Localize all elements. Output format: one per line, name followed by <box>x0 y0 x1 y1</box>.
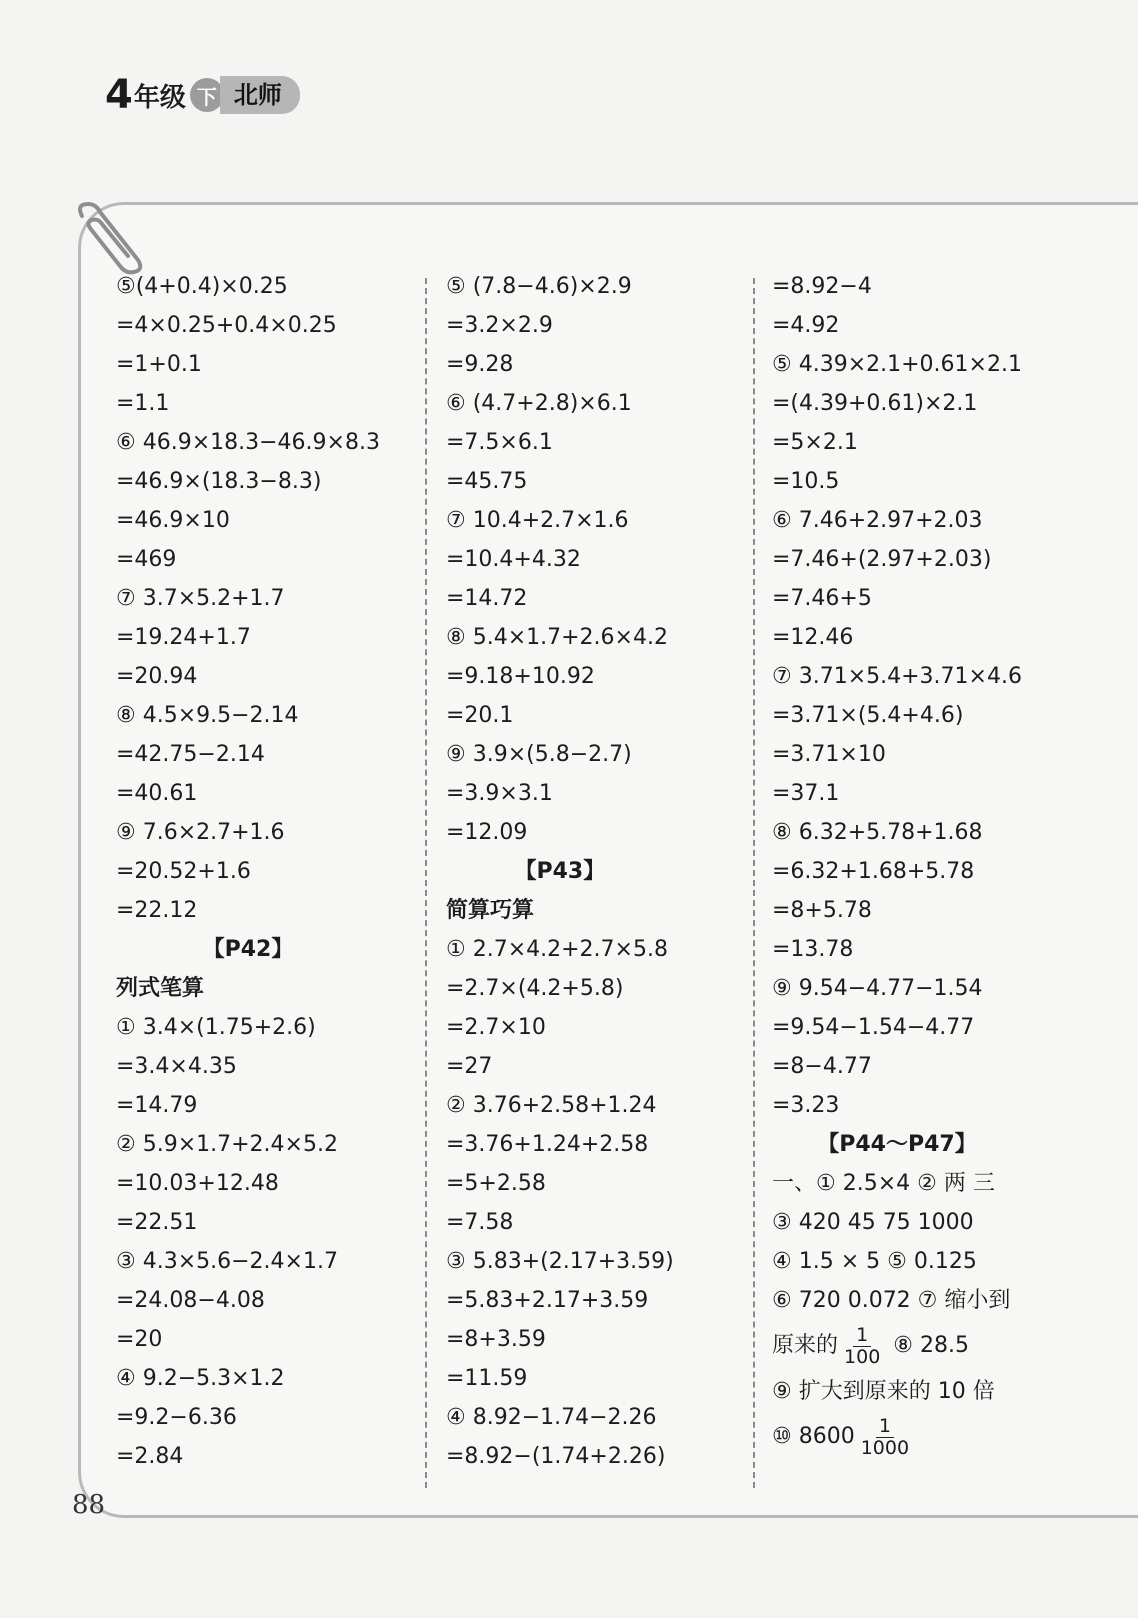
edition-label: 北师 <box>220 76 300 114</box>
answer-line: =5×2.1 <box>772 430 858 455</box>
answer-line: =2.7×(4.2+5.8) <box>446 976 624 1001</box>
answer-line: =14.79 <box>116 1093 198 1118</box>
answer-line: ③ 420 45 75 1000 <box>772 1210 974 1235</box>
answer-line: =11.59 <box>446 1366 528 1391</box>
answer-line: ⑧ 4.5×9.5−2.14 <box>116 703 299 728</box>
section-subtitle: 简算巧算 <box>446 898 535 923</box>
answer-line: =20 <box>116 1327 163 1352</box>
answer-line: =27 <box>446 1054 493 1079</box>
answer-line: =14.72 <box>446 586 528 611</box>
answer-line: ④ 8.92−1.74−2.26 <box>446 1405 657 1430</box>
answer-column-3 <box>772 267 1022 1463</box>
answer-line: =3.2×2.9 <box>446 313 553 338</box>
answer-line: ⑦ 3.7×5.2+1.7 <box>116 586 285 611</box>
answer-line: ⑦ 3.71×5.4+3.71×4.6 <box>772 664 1022 689</box>
fraction: $\frac{1}{100}$ <box>844 1323 881 1368</box>
answer-line: =2.7×10 <box>446 1015 546 1040</box>
answer-line: 一、① 2.5×4 ② 两 三 <box>772 1171 995 1196</box>
answer-line: ② 3.76+2.58+1.24 <box>446 1093 657 1118</box>
answer-line: =20.94 <box>116 664 198 689</box>
answer-line: =24.08−4.08 <box>116 1288 265 1313</box>
answer-line: =3.71×10 <box>772 742 886 767</box>
answer-line: =9.54−1.54−4.77 <box>772 1015 975 1040</box>
answer-line: 原来的 $\frac{1}{100}$ ⑧ 28.5 <box>772 1323 969 1368</box>
answer-line: =3.9×3.1 <box>446 781 553 806</box>
answer-line: =3.23 <box>772 1093 840 1118</box>
answer-line: ④ 9.2−5.3×1.2 <box>116 1366 285 1391</box>
answer-line: =7.46+(2.97+2.03) <box>772 547 992 572</box>
answer-line: =7.5×6.1 <box>446 430 553 455</box>
answer-line: =6.32+1.68+5.78 <box>772 859 975 884</box>
answer-line: ⑥ (4.7+2.8)×6.1 <box>446 391 632 416</box>
answer-line: =1+0.1 <box>116 352 202 377</box>
answer-line: =9.28 <box>446 352 514 377</box>
grade-unit: 年级 <box>133 82 186 113</box>
answer-line: ③ 5.83+(2.17+3.59) <box>446 1249 674 1274</box>
answer-line: ⑦ 10.4+2.7×1.6 <box>446 508 629 533</box>
answer-line: =46.9×(18.3−8.3) <box>116 469 322 494</box>
answer-line: =10.4+4.32 <box>446 547 581 572</box>
answer-line: ⑤ 4.39×2.1+0.61×2.1 <box>772 352 1022 377</box>
answer-column-1 <box>116 267 380 1476</box>
answer-line: =5.83+2.17+3.59 <box>446 1288 649 1313</box>
answer-line: ⑨ 3.9×(5.8−2.7) <box>446 742 632 767</box>
answer-line: =13.78 <box>772 937 854 962</box>
column-divider <box>425 278 427 1488</box>
answer-line: ① 2.7×4.2+2.7×5.8 <box>446 937 668 962</box>
answer-line: ④ 1.5 × 5 ⑤ 0.125 <box>772 1249 977 1274</box>
answer-column-2 <box>446 267 674 1476</box>
answer-line: =7.58 <box>446 1210 514 1235</box>
answer-line: =4.92 <box>772 313 840 338</box>
answer-line: =20.52+1.6 <box>116 859 251 884</box>
answer-line: =1.1 <box>116 391 170 416</box>
answer-line: =45.75 <box>446 469 528 494</box>
answer-line: =12.46 <box>772 625 854 650</box>
answer-line: ⑥ 720 0.072 ⑦ 缩小到 <box>772 1288 1011 1313</box>
answer-line: ⑧ 5.4×1.7+2.6×4.2 <box>446 625 668 650</box>
answer-line: =8+5.78 <box>772 898 872 923</box>
answer-line: ② 5.9×1.7+2.4×5.2 <box>116 1132 338 1157</box>
answer-line: ① 3.4×(1.75+2.6) <box>116 1015 316 1040</box>
answer-line: =42.75−2.14 <box>116 742 265 767</box>
answer-line: =7.46+5 <box>772 586 872 611</box>
answer-line: =46.9×10 <box>116 508 230 533</box>
answer-line: ⑥ 7.46+2.97+2.03 <box>772 508 983 533</box>
answer-line: =22.12 <box>116 898 198 923</box>
answer-line: ⑨ 9.54−4.77−1.54 <box>772 976 983 1001</box>
answer-line: =469 <box>116 547 177 572</box>
section-title: 【P44～P47】 <box>817 1132 977 1157</box>
answer-line: =4×0.25+0.4×0.25 <box>116 313 337 338</box>
answer-line: =37.1 <box>772 781 840 806</box>
answer-line: ③ 4.3×5.6−2.4×1.7 <box>116 1249 338 1274</box>
paperclip-icon <box>70 198 150 278</box>
answer-line: ⑤ (7.8−4.6)×2.9 <box>446 274 632 299</box>
answer-line: =3.76+1.24+2.58 <box>446 1132 649 1157</box>
answer-line: =8−4.77 <box>772 1054 872 1079</box>
answer-line: =10.5 <box>772 469 840 494</box>
section-title: 【P42】 <box>202 937 294 962</box>
answer-line: ⑧ 6.32+5.78+1.68 <box>772 820 983 845</box>
answer-line: =19.24+1.7 <box>116 625 251 650</box>
answer-line: =2.84 <box>116 1444 184 1469</box>
section-title: 【P43】 <box>514 859 606 884</box>
answer-line: =10.03+12.48 <box>116 1171 279 1196</box>
answer-line: =5+2.58 <box>446 1171 546 1196</box>
answer-line: ⑨ 扩大到原来的 10 倍 <box>772 1379 995 1404</box>
term-badge: 下 <box>190 78 224 112</box>
answer-line: =40.61 <box>116 781 198 806</box>
answer-line: =22.51 <box>116 1210 198 1235</box>
answer-line: ⑨ 7.6×2.7+1.6 <box>116 820 285 845</box>
answer-line: ⑤(4+0.4)×0.25 <box>116 274 288 299</box>
section-subtitle: 列式笔算 <box>116 976 205 1001</box>
answer-line: ⑩ 8600 $\frac{1}{1000}$ <box>772 1414 910 1459</box>
page-header <box>105 70 300 120</box>
answer-line: =3.71×(5.4+4.6) <box>772 703 964 728</box>
answer-line: =12.09 <box>446 820 528 845</box>
answer-line: ⑥ 46.9×18.3−46.9×8.3 <box>116 430 380 455</box>
answer-line: =8.92−4 <box>772 274 872 299</box>
answer-line: =(4.39+0.61)×2.1 <box>772 391 978 416</box>
answer-line: =20.1 <box>446 703 514 728</box>
column-divider <box>753 278 755 1488</box>
fraction: $\frac{1}{1000}$ <box>860 1414 910 1459</box>
page-number: 88 <box>72 1490 106 1520</box>
answer-line: =9.18+10.92 <box>446 664 595 689</box>
answer-line: =9.2−6.36 <box>116 1405 237 1430</box>
answer-line: =3.4×4.35 <box>116 1054 237 1079</box>
answer-line: =8.92−(1.74+2.26) <box>446 1444 666 1469</box>
answer-line: =8+3.59 <box>446 1327 546 1352</box>
grade-number: 4 <box>105 72 132 118</box>
